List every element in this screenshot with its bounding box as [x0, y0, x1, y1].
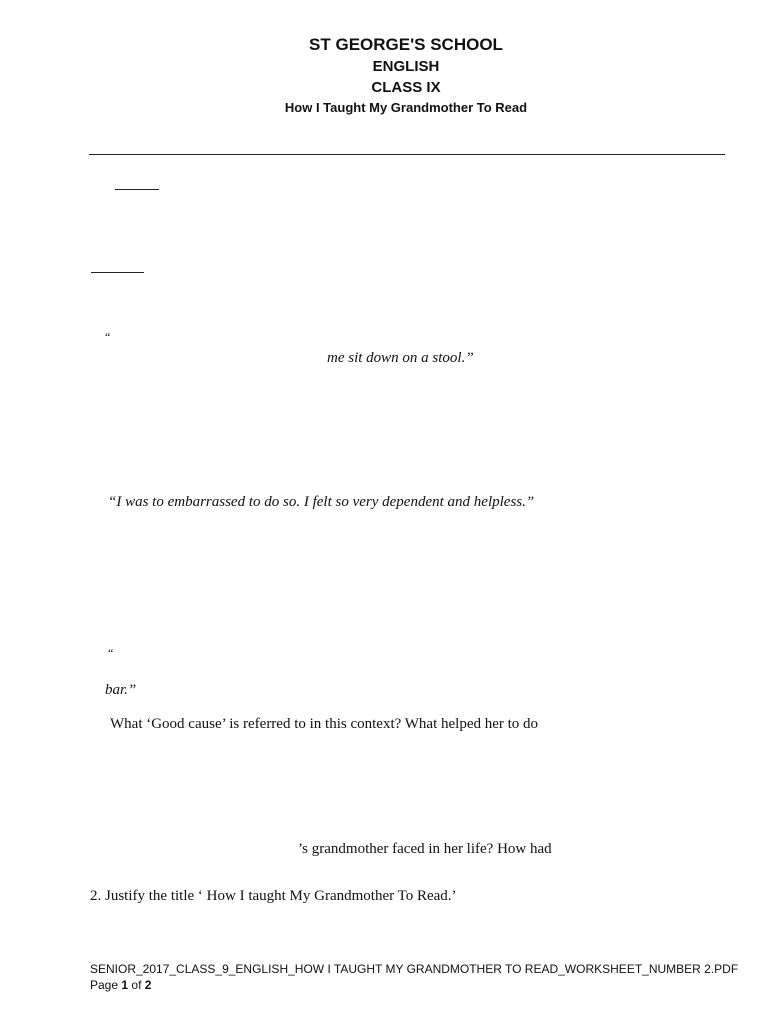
- footer-filename: SENIOR_2017_CLASS_9_ENGLISH_HOW I TAUGHT MY GRANDMOTHER TO READ_WORKSHEET_NUMBER 2.PDF: [90, 962, 739, 976]
- school-name: ST GEORGE'S SCHOOL: [309, 35, 503, 54]
- question-text: What ‘Good cause’ is referred to in this context? What helped her to do: [110, 716, 539, 732]
- quote-fragment: bar.”: [105, 682, 137, 698]
- footer-page-number: [90, 978, 151, 992]
- class-heading: CLASS IX: [371, 79, 441, 96]
- quote-open-mark: “: [108, 646, 114, 660]
- quote-fragment: me sit down on a stool.”: [327, 350, 474, 366]
- question-text: ’s grandmother faced in her life? How had: [298, 841, 552, 857]
- page-current: 1: [121, 978, 129, 992]
- question-2: 2. Justify the title ‘ How I taught My Grandmother To Read.’: [90, 888, 457, 904]
- quote-line: “I was to embarrassed to do so. I felt so very dependent and helpless.”: [108, 494, 535, 510]
- underline-blank: [91, 272, 144, 273]
- worksheet-title: How I Taught My Grandmother To Read: [284, 100, 528, 115]
- quote-open-mark: “: [105, 330, 111, 344]
- underline-blank: [115, 189, 159, 190]
- page-total: 2: [144, 978, 152, 992]
- page-of: of: [131, 978, 142, 992]
- subject-heading: ENGLISH: [372, 58, 440, 75]
- header-divider: [89, 154, 725, 155]
- page-word: Page: [90, 978, 119, 992]
